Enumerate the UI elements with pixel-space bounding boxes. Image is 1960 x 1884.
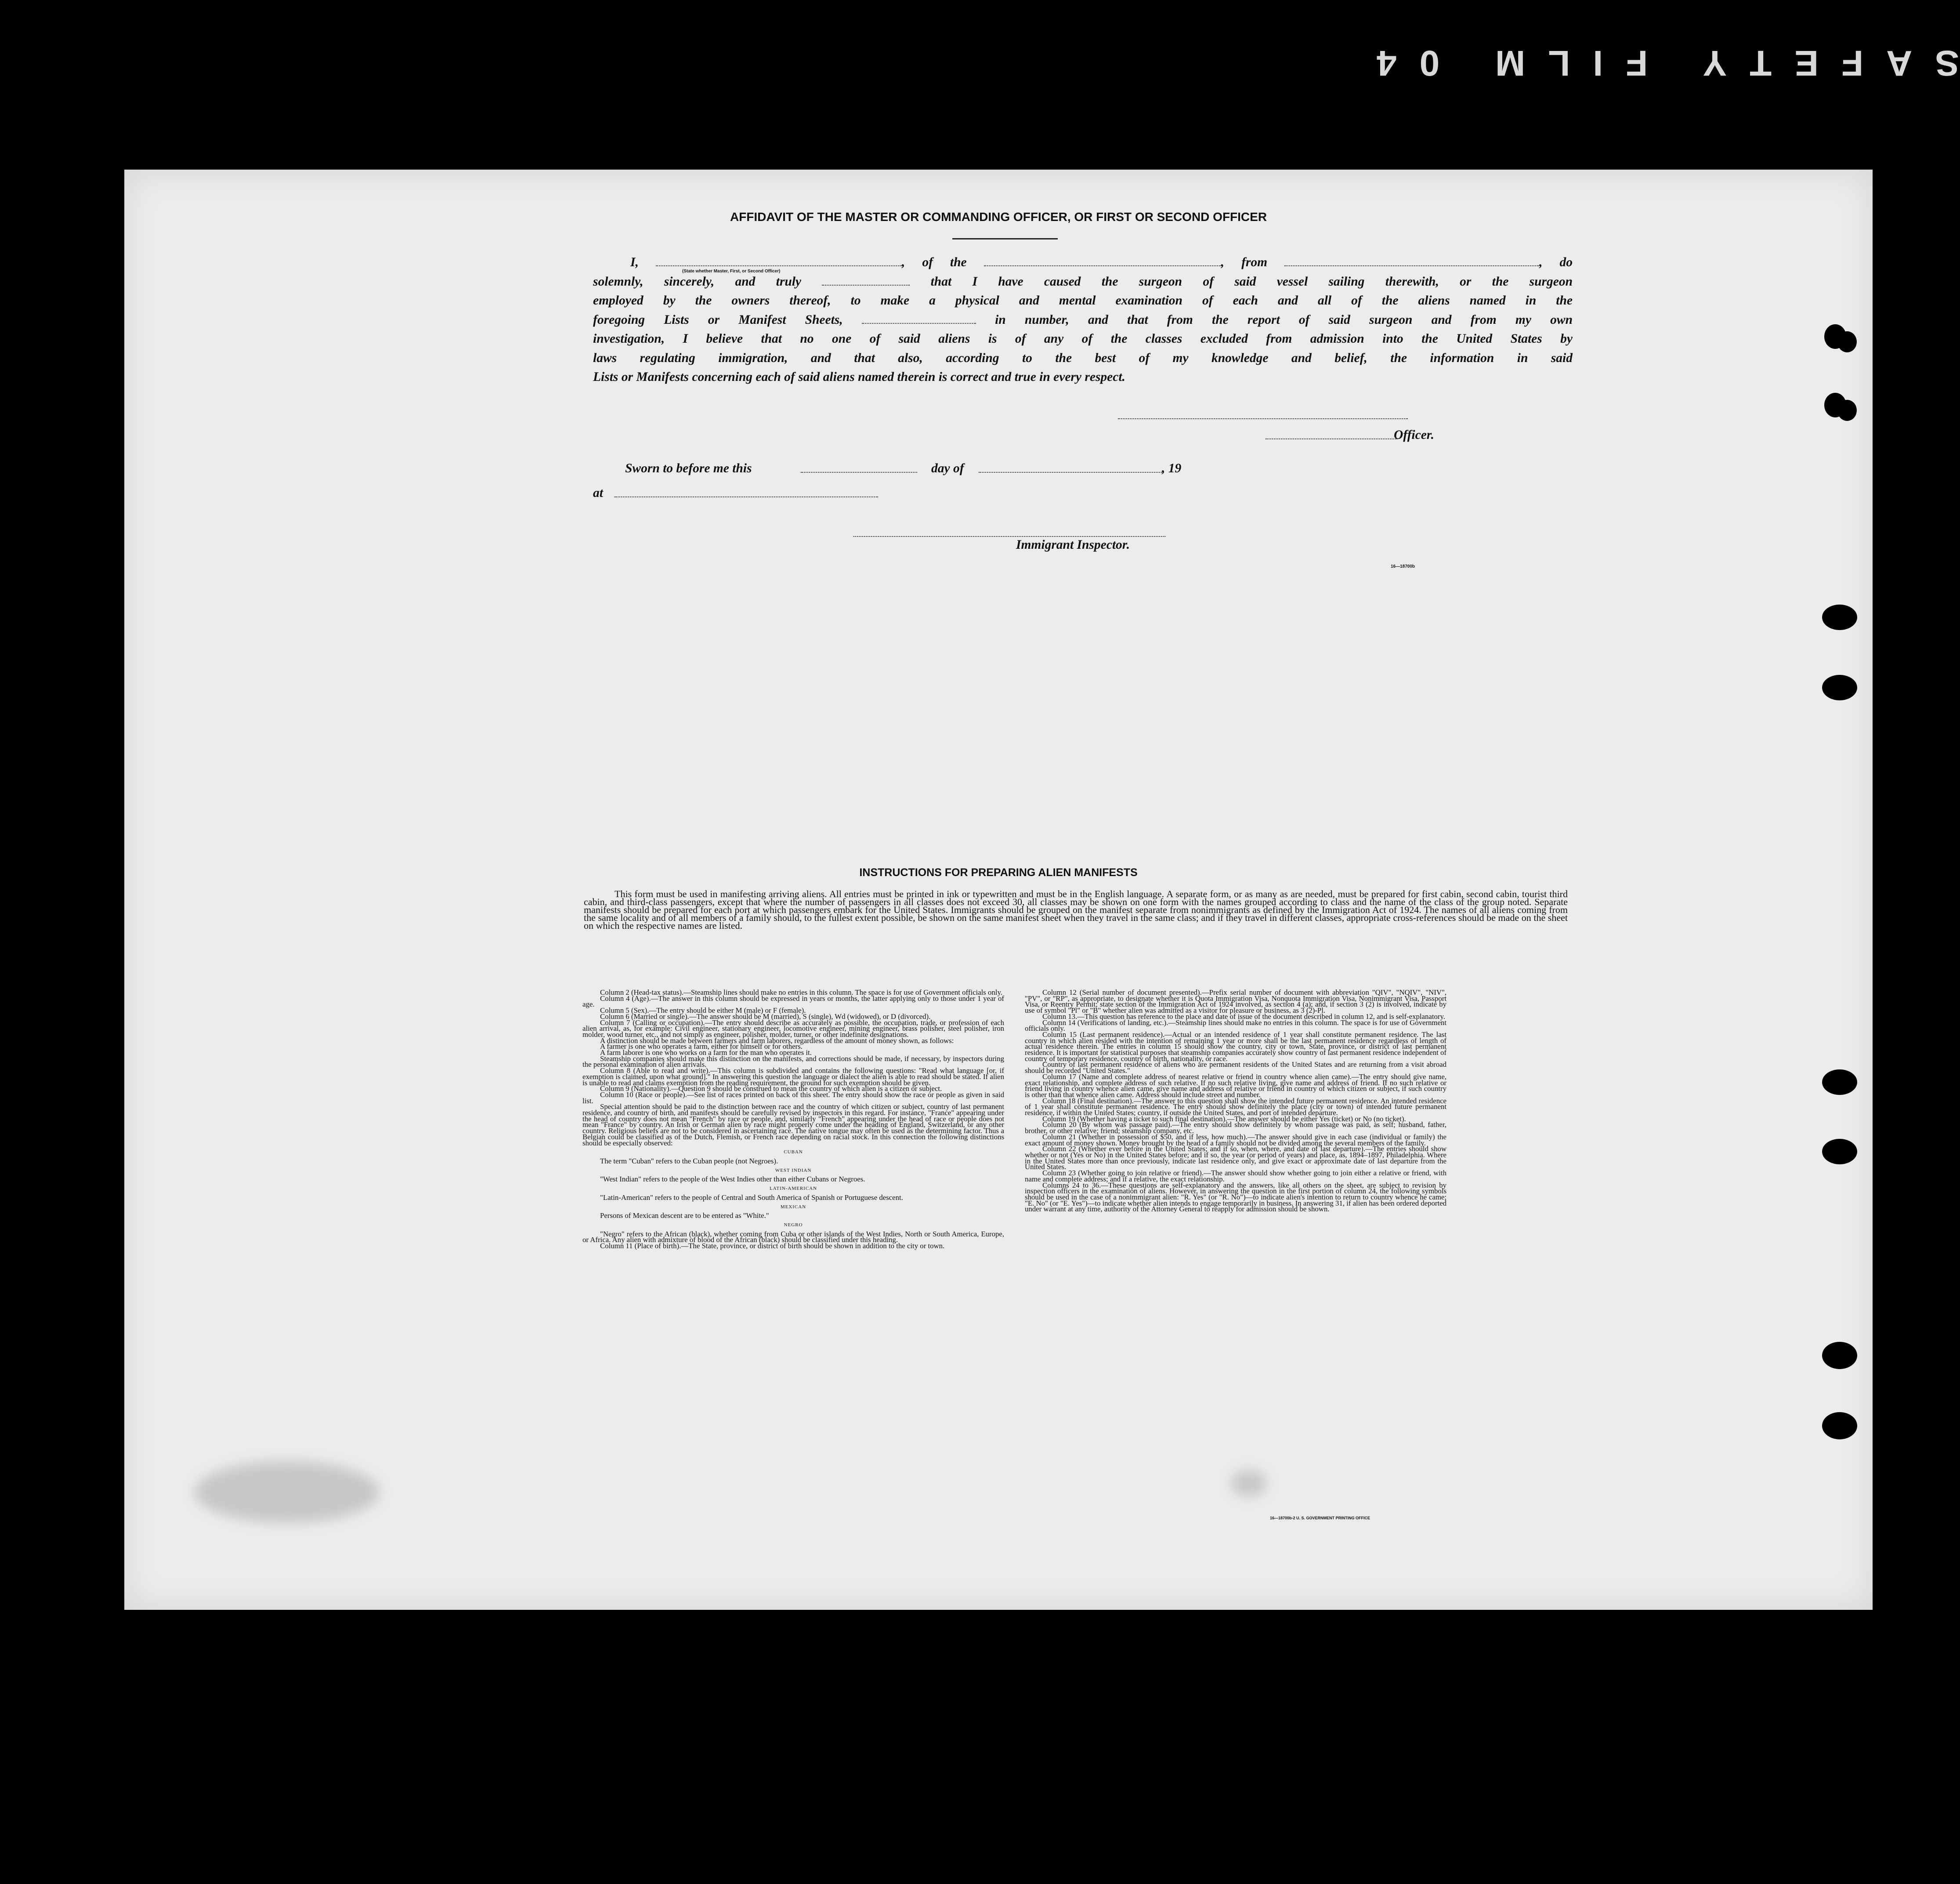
vessel-name-field[interactable]: [984, 255, 1221, 266]
title-rule: [952, 238, 1058, 239]
text-caused: that I have caused the surgeon of said vessel sailing therewith, or the surgeon: [930, 274, 1573, 289]
punch-hole: [1837, 400, 1857, 421]
instruction-paragraph: Special attention should be paid to the distinction between race and the country of which citizen or subject, country of last permanent residence, and country of birth, and manifests should be carefully revised by inspectors in this regard. For instance, "France" appearing under the head of country does not mean "French" by race or people, and, similarly "French" appearing under the head of race or people does not mean "France" by country. An Irish or German alien by race might properly come under the heading of England, Switzerland, or any other country. Religious beliefs are not to be considered in ascertaining race. The native tongue may often be used as the determining factor. Thus a Belgian could be classified as of the Dutch, Flemish, or French race depending on racial stock. In this connection the following distinctions should be especially observed:: [582, 1102, 1004, 1147]
instructions-intro: This form must be used in manifesting arriving aliens. All entries must be printed in ink or typewritten and must be in the English language. A separate form, or as many as are needed, must be prepared for first cabin, second cabin, tourist third cabin, and third-class passengers, except that where the number of passengers in all classes does not exceed 30, all classes may be shown on one form with the names grouped according to class and the name of the class of the group noted. Separate manifests should be prepared for each port at which passengers embark for the United States. Immigrants should be grouped on the manifest separate from nonimmigrants as defined by the Immigration Act of 1924. The names of all aliens coming from the same locality and of all members of a family should, to the fullest extent possible, be shown on the same manifest sheet when they travel in the same class; and if they travel in different classes, appropriate cross-references should be made on the sheet on which the respective names are listed.: [584, 888, 1568, 931]
affidavit-line-5: investigation, I believe that no one of said aliens is of any of the classes excluded from admission into the United States by: [593, 332, 1573, 346]
sworn-prefix: Sworn to before me this: [625, 461, 752, 475]
column-11-text: Column 11 (Place of birth).—The State, province, or district of birth should be shown in addition to the city or town.: [600, 1242, 945, 1250]
instruction-paragraph: Column 13.—This question has reference to the place and date of issue of the document described in column 12, and is self-explanatory.: [1042, 1012, 1445, 1021]
affidavit-form-code: 16—18700b: [1391, 564, 1415, 569]
inspector-signature-line[interactable]: [853, 536, 1165, 537]
instruction-paragraph: Column 18 (Final destination).—The answer to this question shall show the intended future permanent residence. An intended residence of 1 year shall constitute permanent residence. The entry should show definitely the place (city or town) of intended future permanent residence, if within the United States; country, if outside the United States, and port of intended departure.: [1025, 1096, 1446, 1117]
west-indian-heading: WEST INDIAN: [775, 1167, 812, 1173]
text-of-the: , of the: [901, 255, 967, 269]
instructions-left-column: [582, 989, 1004, 1249]
instruction-paragraph: Column 15 (Last permanent residence).—Actual or an intended residence of 1 year shall constitute permanent residence. The last country in which alien resided with the intention of remaining 1 year or more shall be the last permanent residence regardless of length of actual residence therein. The entries in column 15 should show the country, city or town, State, province, or district of last permanent residence. It is important for statistical purposes that steamship companies accurately show country of last permanent residence independent of country of temporary residence, country of birth, nationality, or race.: [1025, 1030, 1446, 1063]
day-of-label: day of: [931, 461, 964, 475]
instruction-paragraph: Column 2 (Head-tax status).—Steamship lines should make no entries in this column. The space is for use of Government officials only.: [600, 988, 1002, 996]
instruction-paragraph: Column 10 (Race or people).—See list of races printed on back of this sheet. The entry should show the race or people as given in said list.: [582, 1090, 1004, 1105]
text-in-number: in number, and that from the report of said surgeon and from my own: [995, 312, 1573, 327]
text-solemnly: solemnly, sincerely, and truly: [593, 274, 802, 289]
at-label: at: [593, 486, 603, 500]
instruction-paragraph: A distinction should be made between farmers and farm laborers, regardless of the amount of money shown, as follows:: [600, 1036, 954, 1045]
smudge: [195, 1461, 379, 1523]
instruction-paragraph: Column 22 (Whether ever before in the United States; and if so, when, where, and date of last departure).—The entries should show whether or not (Yes or No) in the United States before; and if so, the year (or period of years) and place, as, 1894–1897, Philadelphia. Where in the United States more than once previously, indicate last residence only, and give exact or approximate date of last departure from the United States.: [1025, 1145, 1446, 1171]
rank-note: (State whether Master, First, or Second Officer): [682, 269, 781, 274]
sheet-count-field[interactable]: [862, 312, 976, 324]
cuban-heading: CUBAN: [784, 1149, 803, 1155]
year-prefix: , 19: [1162, 461, 1182, 475]
smudge: [1231, 1470, 1266, 1496]
sworn-month-field[interactable]: [979, 472, 1163, 473]
instruction-paragraph: Column 12 (Serial number of document presented).—Prefix serial number of document with abbreviation "QIV", "NQIV", "NIV", "PV", or "RP", as appropriate, to designate whether it is Quota Immigration Visa, Nonquota Immigration Visa, Nonimmigrant Visa, Passport Visa, or Reentry Permit; state section of the Immigration Act of 1924 involved, as section 4 (a); and, if section 3 (2) is involved, indicate by use of symbol "Pl" or "B" whether alien was admitted as a visitor for pleasure or business, as 3 (2)-Pl.: [1025, 988, 1446, 1015]
punch-hole: [1837, 331, 1857, 352]
punch-hole: [1822, 1342, 1857, 1369]
manifest-sheet: [124, 170, 1873, 1610]
printing-office-footer: 16—18700b-2 U. S. GOVERNMENT PRINTING OFFICE: [1270, 1516, 1371, 1520]
punch-hole: [1822, 1139, 1857, 1164]
instruction-paragraph: Column 9 (Nationality).—Question 9 should be construed to mean the country of which alien is a citizen or subject.: [600, 1084, 942, 1093]
film-edge-marking: SAFETY FILM 04: [1353, 43, 1959, 83]
instruction-paragraph: Column 5 (Sex).—The entry should be either M (male) or F (female).: [600, 1006, 806, 1015]
inspector-label: Immigrant Inspector.: [1016, 538, 1130, 552]
cuban-text: The term "Cuban" refers to the Cuban people (not Negroes).: [600, 1156, 778, 1165]
instruction-paragraph: Column 21 (Whether in possession of $50, and if less, how much).—The answer should give in each case (individual or family) the exact amount of money shown. Money brought by the head of a family should not be divided among the several members of the family.: [1025, 1132, 1446, 1147]
affidavit-line-7: Lists or Manifests concerning each of said aliens named therein is correct and true in every respect.: [593, 370, 1125, 384]
negro-heading: NEGRO: [784, 1222, 803, 1228]
instruction-paragraph: Country of last permanent residence of aliens who are permanent residents of the United States and are returning from a visit abroad should be recorded "United States.": [1025, 1060, 1446, 1075]
west-indian-text: "West Indian" refers to the people of the West Indies other than either Cubans or Negroes.: [600, 1175, 865, 1184]
mexican-heading: MEXICAN: [780, 1204, 806, 1210]
mexican-text: Persons of Mexican descent are to be entered as "White.": [600, 1211, 769, 1220]
affidavit-title: AFFIDAVIT OF THE MASTER OR COMMANDING OFFICER, OR FIRST OR SECOND OFFICER: [730, 210, 1267, 224]
instruction-paragraph: A farm laborer is one who works on a farm for the man who operates it.: [600, 1048, 812, 1057]
text-foregoing: foregoing Lists or Manifest Sheets,: [593, 312, 843, 327]
oath-type-field[interactable]: [822, 274, 910, 286]
officer-label: Officer.: [1394, 428, 1435, 442]
instruction-paragraph: Column 17 (Name and complete address of nearest relative or friend in country whence alien came).—The entry should give name, exact relationship, and complete address of such relative. If no such relative living, give name and address of friend. If no such relative or friend living in country whence alien came, give name and address of relative or friend in country of which citizen or subject, if such country is other than that whence alien came. Address should include street and number.: [1025, 1072, 1446, 1099]
instruction-paragraph: Column 4 (Age).—The answer in this column should be expressed in years or months, the latter applying only to those under 1 year of age.: [582, 994, 1004, 1009]
sworn-place-field[interactable]: [615, 496, 878, 497]
punch-hole: [1822, 675, 1857, 700]
instruction-paragraph: Column 19 (Whether having a ticket to such final destination).—The answer should be either Yes (ticket) or No (no ticket).: [1042, 1114, 1406, 1123]
instruction-paragraph: Columns 24 to 36.—These questions are self-explanatory and the answers, like all others on the sheet, are subject to revision by inspection officers in the examination of aliens. However, in answering the question in the first portion of column 24, the following symbols should be used in the case of a nonimmigrant alien: "R. Yes" (or "R. No")—to indicate alien's intention to return to country whence he came; "E. No" (or "E. Yes")—to indicate whether alien intends to engage temporarily in business. In answering 31, if alien has been ordered deported under warrant at any time, authority of the Attorney General to reapply for admission should be shown.: [1025, 1181, 1446, 1214]
instruction-paragraph: Steamship companies should make this distinction on the manifests, and corrections should be made, if necessary, by inspectors during the personal examination of alien arrivals.: [582, 1054, 1004, 1069]
latin-american-heading: LATIN-AMERICAN: [769, 1186, 817, 1192]
officer-signature-line[interactable]: [1118, 418, 1408, 419]
sworn-day-field[interactable]: [801, 472, 917, 473]
latin-american-text: "Latin-American" refers to the people of Central and South America of Spanish or Portuguese descent.: [600, 1193, 903, 1202]
affidavit-line-3: employed by the owners thereof, to make a physical and mental examination of each and all of the aliens named in the: [593, 293, 1573, 308]
text-i: I,: [630, 255, 639, 269]
officer-rank-field[interactable]: [656, 255, 902, 266]
officer-title-line[interactable]: [1266, 438, 1397, 439]
instructions-right-column: [1025, 989, 1446, 1212]
instructions-title: INSTRUCTIONS FOR PREPARING ALIEN MANIFESTS: [859, 866, 1138, 879]
text-from: , from: [1221, 255, 1268, 269]
port-from-field[interactable]: [1284, 255, 1539, 266]
instruction-paragraph: Column 6 (Married or single).—The answer should be M (married), S (single), Wd (widowed), or D (divorced).: [600, 1012, 931, 1021]
instruction-paragraph: Column 20 (By whom was passage paid).—The entry should show definitely by whom passage was paid, as self; husband, father, brother, or other relative; friend; steamship company, etc.: [1025, 1120, 1446, 1135]
punch-hole: [1822, 1412, 1857, 1439]
instruction-paragraph: Column 14 (Verifications of landing, etc.).—Steamship lines should make no entries in this column. The space is for use of Government officials only.: [1025, 1018, 1446, 1033]
punch-hole: [1822, 605, 1857, 630]
instruction-paragraph: Column 8 (Able to read and write).—This column is subdivided and contains the following questions: "Read what language [or, if exemption is claimed, upon what ground]." In answering this question the language or dialect the alien is able to read should be stated. If alien is unable to read and claims exemption from the reading requirement, the ground for such exemption should be given.: [582, 1066, 1004, 1087]
instruction-paragraph: A farmer is one who operates a farm, either for himself or for others.: [600, 1042, 803, 1051]
negro-text: "Negro" refers to the African (black), whether coming from Cuba or other islands of the West Indies, North or South America, Europe, or Africa. Any alien with admixture of blood of the African (black) should be classified under this heading.: [582, 1229, 1004, 1244]
instruction-paragraph: Column 23 (Whether going to join relative or friend).—The answer should show whether going to join either a relative or friend, with name and complete address; and if a relative, the exact relationship.: [1025, 1169, 1446, 1183]
punch-hole: [1822, 1069, 1857, 1095]
instruction-paragraph: Column 7 (Calling or occupation).—The entry should describe as accurately as possible, the occupation, trade, or profession of each alien arrival, as, for example: Civil engineer, stationary engineer, locomotive engineer, mining engineer, brass polisher, steel polisher, iron molder, wood turner, etc., and not simply as engineer, polisher, molder, turner, or other indefinite designations.: [582, 1018, 1004, 1039]
affidavit-line-6: laws regulating immigration, and that also, according to the best of my knowledge and belief, the information in said: [593, 351, 1573, 365]
text-do: , do: [1539, 255, 1573, 269]
